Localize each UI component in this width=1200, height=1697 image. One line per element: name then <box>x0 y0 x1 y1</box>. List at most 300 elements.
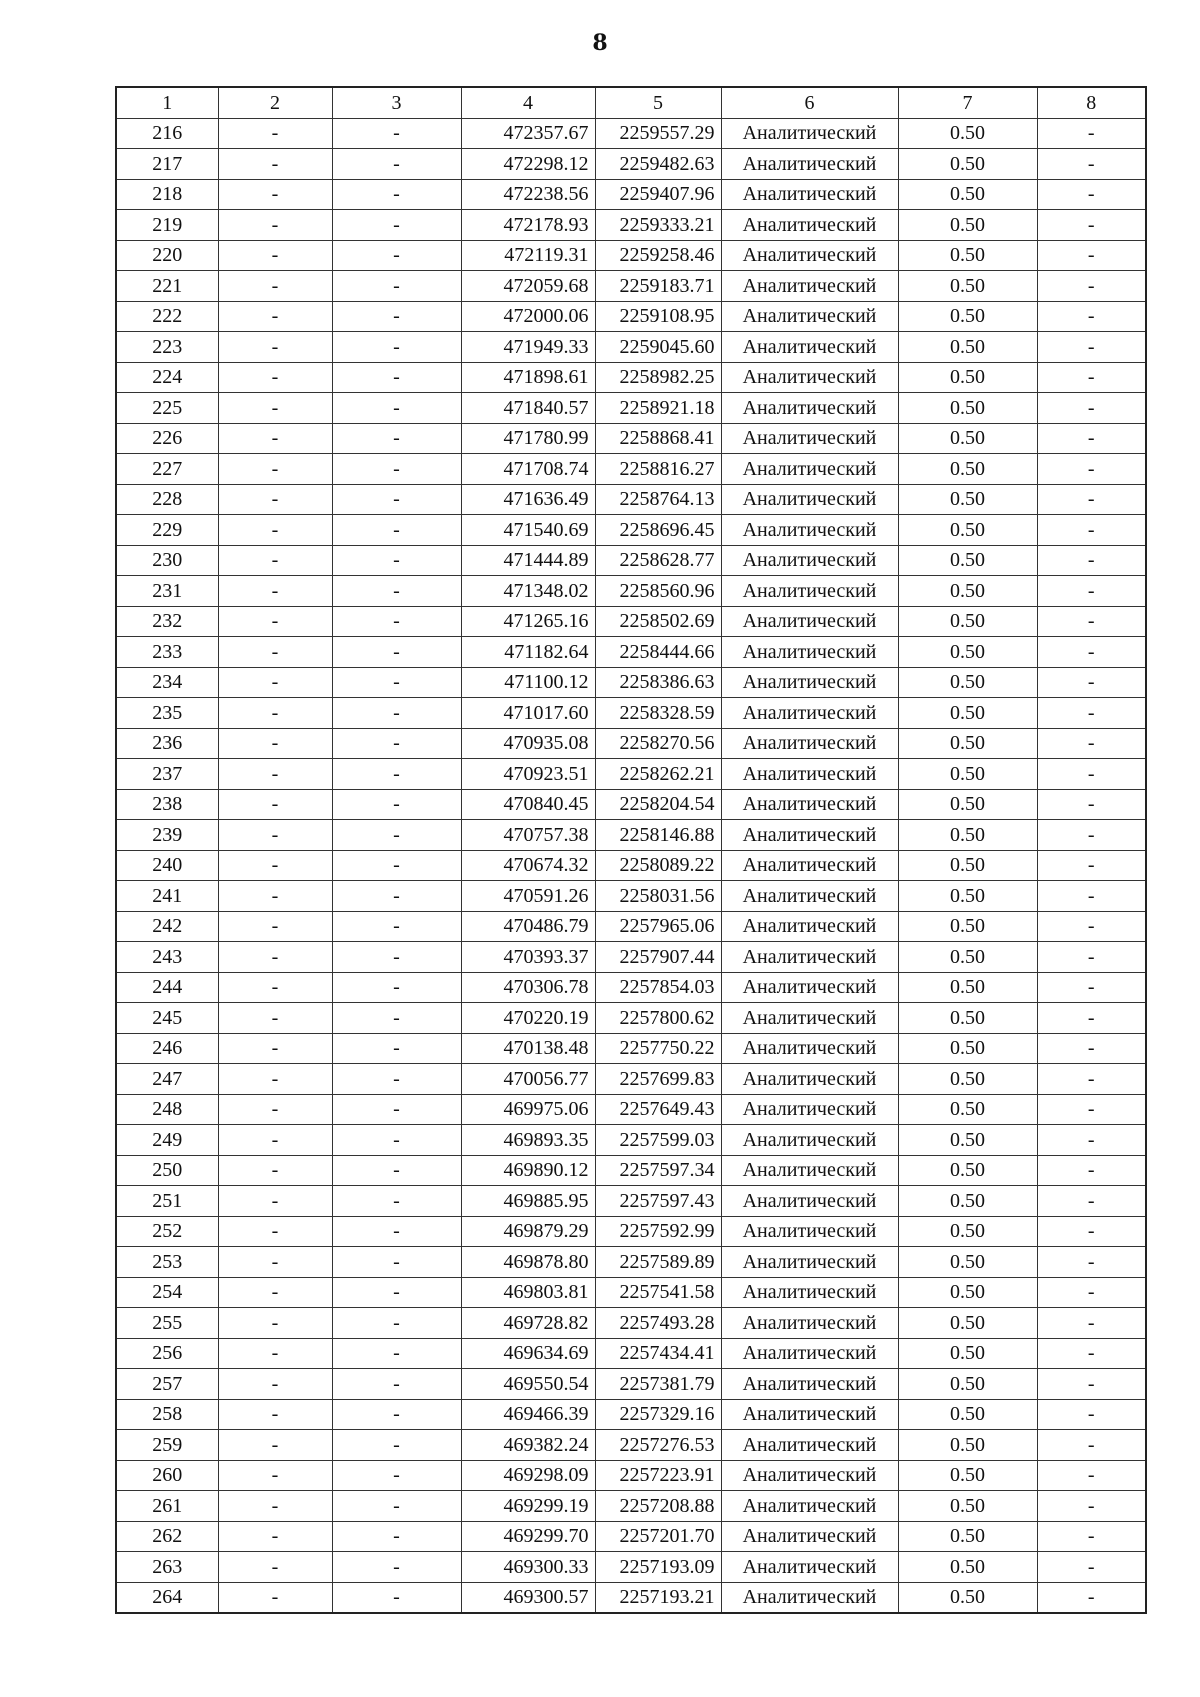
table-row <box>116 576 1146 607</box>
cell-col-3: - <box>332 545 461 576</box>
cell-coord-y: 2258386.63 <box>595 667 721 698</box>
cell-coord-x: 469634.69 <box>461 1338 595 1369</box>
cell-point-number: 232 <box>116 606 218 637</box>
cell-col-3: - <box>332 850 461 881</box>
cell-method: Аналитический <box>721 118 898 149</box>
cell-accuracy: 0.50 <box>898 972 1037 1003</box>
cell-col-8: - <box>1037 1125 1146 1156</box>
cell-method: Аналитический <box>721 149 898 180</box>
cell-col-3: - <box>332 1125 461 1156</box>
cell-col-3: - <box>332 149 461 180</box>
cell-accuracy: 0.50 <box>898 1552 1037 1583</box>
cell-col-3: - <box>332 1033 461 1064</box>
cell-coord-x: 471898.61 <box>461 362 595 393</box>
cell-coord-y: 2258262.21 <box>595 759 721 790</box>
cell-point-number: 242 <box>116 911 218 942</box>
cell-accuracy: 0.50 <box>898 362 1037 393</box>
table-row <box>116 484 1146 515</box>
cell-accuracy: 0.50 <box>898 942 1037 973</box>
cell-col-8: - <box>1037 1186 1146 1217</box>
cell-col-2: - <box>218 576 332 607</box>
cell-method: Аналитический <box>721 820 898 851</box>
cell-col-3: - <box>332 1521 461 1552</box>
table-row <box>116 149 1146 180</box>
table-row <box>116 911 1146 942</box>
cell-point-number: 238 <box>116 789 218 820</box>
cell-col-8: - <box>1037 942 1146 973</box>
cell-method: Аналитический <box>721 1216 898 1247</box>
cell-coord-y: 2259045.60 <box>595 332 721 363</box>
cell-point-number: 259 <box>116 1430 218 1461</box>
table-row <box>116 1460 1146 1491</box>
cell-method: Аналитический <box>721 454 898 485</box>
cell-col-2: - <box>218 1033 332 1064</box>
cell-col-8: - <box>1037 1552 1146 1583</box>
cell-coord-y: 2257434.41 <box>595 1338 721 1369</box>
column-header-7: 7 <box>898 87 1037 118</box>
cell-coord-x: 472238.56 <box>461 179 595 210</box>
cell-col-8: - <box>1037 1430 1146 1461</box>
cell-method: Аналитический <box>721 210 898 241</box>
cell-col-8: - <box>1037 881 1146 912</box>
cell-point-number: 235 <box>116 698 218 729</box>
cell-col-8: - <box>1037 850 1146 881</box>
cell-coord-y: 2259482.63 <box>595 149 721 180</box>
cell-accuracy: 0.50 <box>898 576 1037 607</box>
cell-col-2: - <box>218 484 332 515</box>
cell-method: Аналитический <box>721 698 898 729</box>
cell-col-2: - <box>218 149 332 180</box>
cell-col-2: - <box>218 1369 332 1400</box>
table-row <box>116 1216 1146 1247</box>
cell-coord-x: 469803.81 <box>461 1277 595 1308</box>
cell-col-2: - <box>218 1155 332 1186</box>
cell-coord-x: 472059.68 <box>461 271 595 302</box>
cell-coord-y: 2258921.18 <box>595 393 721 424</box>
cell-coord-y: 2258560.96 <box>595 576 721 607</box>
cell-coord-x: 469890.12 <box>461 1155 595 1186</box>
cell-col-2: - <box>218 179 332 210</box>
cell-point-number: 253 <box>116 1247 218 1278</box>
cell-point-number: 261 <box>116 1491 218 1522</box>
cell-coord-y: 2257592.99 <box>595 1216 721 1247</box>
table-row <box>116 362 1146 393</box>
cell-col-2: - <box>218 1308 332 1339</box>
cell-col-3: - <box>332 240 461 271</box>
cell-col-8: - <box>1037 1399 1146 1430</box>
cell-col-8: - <box>1037 1247 1146 1278</box>
cell-col-3: - <box>332 1216 461 1247</box>
cell-coord-x: 471265.16 <box>461 606 595 637</box>
cell-col-8: - <box>1037 820 1146 851</box>
cell-coord-y: 2258146.88 <box>595 820 721 851</box>
cell-point-number: 219 <box>116 210 218 241</box>
cell-coord-x: 469893.35 <box>461 1125 595 1156</box>
cell-coord-y: 2257907.44 <box>595 942 721 973</box>
cell-col-3: - <box>332 301 461 332</box>
cell-coord-x: 472357.67 <box>461 118 595 149</box>
cell-col-8: - <box>1037 1033 1146 1064</box>
cell-coord-y: 2257193.09 <box>595 1552 721 1583</box>
cell-coord-x: 469550.54 <box>461 1369 595 1400</box>
cell-accuracy: 0.50 <box>898 1064 1037 1095</box>
page-number: 8 <box>592 30 608 56</box>
cell-col-3: - <box>332 759 461 790</box>
cell-point-number: 234 <box>116 667 218 698</box>
table-row <box>116 637 1146 668</box>
table-row <box>116 1491 1146 1522</box>
cell-col-8: - <box>1037 454 1146 485</box>
cell-method: Аналитический <box>721 942 898 973</box>
cell-col-3: - <box>332 667 461 698</box>
table-row <box>116 1399 1146 1430</box>
cell-accuracy: 0.50 <box>898 423 1037 454</box>
cell-col-3: - <box>332 1399 461 1430</box>
cell-coord-x: 470393.37 <box>461 942 595 973</box>
cell-col-3: - <box>332 728 461 759</box>
cell-coord-x: 471017.60 <box>461 698 595 729</box>
cell-coord-y: 2257854.03 <box>595 972 721 1003</box>
cell-method: Аналитический <box>721 1155 898 1186</box>
cell-col-2: - <box>218 301 332 332</box>
table-row <box>116 972 1146 1003</box>
cell-method: Аналитический <box>721 911 898 942</box>
cell-coord-y: 2258982.25 <box>595 362 721 393</box>
cell-coord-x: 469299.19 <box>461 1491 595 1522</box>
cell-method: Аналитический <box>721 1033 898 1064</box>
table-row <box>116 698 1146 729</box>
cell-col-8: - <box>1037 1155 1146 1186</box>
cell-coord-y: 2257750.22 <box>595 1033 721 1064</box>
cell-method: Аналитический <box>721 637 898 668</box>
cell-accuracy: 0.50 <box>898 1247 1037 1278</box>
cell-method: Аналитический <box>721 1430 898 1461</box>
cell-point-number: 243 <box>116 942 218 973</box>
cell-coord-y: 2258816.27 <box>595 454 721 485</box>
cell-method: Аналитический <box>721 850 898 881</box>
table-row <box>116 1003 1146 1034</box>
cell-col-8: - <box>1037 576 1146 607</box>
cell-col-2: - <box>218 1582 332 1613</box>
cell-col-2: - <box>218 332 332 363</box>
cell-col-2: - <box>218 393 332 424</box>
table-row <box>116 515 1146 546</box>
cell-method: Аналитический <box>721 1399 898 1430</box>
cell-point-number: 250 <box>116 1155 218 1186</box>
cell-accuracy: 0.50 <box>898 637 1037 668</box>
cell-col-2: - <box>218 759 332 790</box>
cell-col-8: - <box>1037 1369 1146 1400</box>
cell-col-2: - <box>218 972 332 1003</box>
cell-point-number: 251 <box>116 1186 218 1217</box>
cell-col-2: - <box>218 240 332 271</box>
cell-col-2: - <box>218 1277 332 1308</box>
table-row <box>116 728 1146 759</box>
cell-method: Аналитический <box>721 1308 898 1339</box>
cell-coord-y: 2258764.13 <box>595 484 721 515</box>
table-row <box>116 942 1146 973</box>
cell-accuracy: 0.50 <box>898 271 1037 302</box>
cell-accuracy: 0.50 <box>898 1430 1037 1461</box>
cell-coord-x: 471780.99 <box>461 423 595 454</box>
cell-col-2: - <box>218 1186 332 1217</box>
cell-coord-y: 2257589.89 <box>595 1247 721 1278</box>
table-row <box>116 301 1146 332</box>
table-row <box>116 1277 1146 1308</box>
table-row <box>116 1033 1146 1064</box>
cell-method: Аналитический <box>721 515 898 546</box>
cell-point-number: 225 <box>116 393 218 424</box>
cell-coord-x: 471636.49 <box>461 484 595 515</box>
cell-coord-x: 470306.78 <box>461 972 595 1003</box>
cell-col-8: - <box>1037 301 1146 332</box>
cell-point-number: 239 <box>116 820 218 851</box>
cell-coord-x: 472298.12 <box>461 149 595 180</box>
cell-coord-x: 469299.70 <box>461 1521 595 1552</box>
cell-col-8: - <box>1037 118 1146 149</box>
cell-col-3: - <box>332 1064 461 1095</box>
cell-method: Аналитический <box>721 576 898 607</box>
cell-coord-y: 2257800.62 <box>595 1003 721 1034</box>
cell-col-3: - <box>332 454 461 485</box>
cell-point-number: 221 <box>116 271 218 302</box>
cell-col-2: - <box>218 1552 332 1583</box>
cell-point-number: 254 <box>116 1277 218 1308</box>
cell-col-2: - <box>218 271 332 302</box>
cell-coord-y: 2258031.56 <box>595 881 721 912</box>
table-body <box>116 118 1146 1613</box>
cell-coord-y: 2258444.66 <box>595 637 721 668</box>
cell-coord-x: 471444.89 <box>461 545 595 576</box>
cell-col-2: - <box>218 362 332 393</box>
cell-col-8: - <box>1037 362 1146 393</box>
table-row <box>116 1552 1146 1583</box>
cell-col-2: - <box>218 1125 332 1156</box>
cell-accuracy: 0.50 <box>898 667 1037 698</box>
cell-col-3: - <box>332 1491 461 1522</box>
cell-accuracy: 0.50 <box>898 1491 1037 1522</box>
cell-col-2: - <box>218 1216 332 1247</box>
cell-point-number: 258 <box>116 1399 218 1430</box>
cell-point-number: 217 <box>116 149 218 180</box>
cell-col-2: - <box>218 667 332 698</box>
cell-col-8: - <box>1037 1582 1146 1613</box>
cell-coord-x: 472119.31 <box>461 240 595 271</box>
cell-col-3: - <box>332 515 461 546</box>
cell-coord-x: 470591.26 <box>461 881 595 912</box>
cell-col-2: - <box>218 850 332 881</box>
cell-col-3: - <box>332 423 461 454</box>
header-row <box>116 87 1146 118</box>
table-row <box>116 179 1146 210</box>
cell-col-2: - <box>218 606 332 637</box>
table-row <box>116 240 1146 271</box>
cell-point-number: 264 <box>116 1582 218 1613</box>
cell-col-8: - <box>1037 332 1146 363</box>
table-row <box>116 1064 1146 1095</box>
cell-point-number: 223 <box>116 332 218 363</box>
cell-col-3: - <box>332 637 461 668</box>
table-row <box>116 210 1146 241</box>
cell-col-3: - <box>332 393 461 424</box>
cell-col-8: - <box>1037 1277 1146 1308</box>
cell-coord-x: 469728.82 <box>461 1308 595 1339</box>
cell-accuracy: 0.50 <box>898 1186 1037 1217</box>
cell-accuracy: 0.50 <box>898 1155 1037 1186</box>
cell-coord-y: 2257649.43 <box>595 1094 721 1125</box>
cell-point-number: 244 <box>116 972 218 1003</box>
cell-accuracy: 0.50 <box>898 728 1037 759</box>
cell-method: Аналитический <box>721 606 898 637</box>
cell-coord-y: 2257329.16 <box>595 1399 721 1430</box>
cell-method: Аналитический <box>721 881 898 912</box>
cell-col-8: - <box>1037 728 1146 759</box>
cell-method: Аналитический <box>721 1064 898 1095</box>
cell-method: Аналитический <box>721 1094 898 1125</box>
cell-col-2: - <box>218 881 332 912</box>
cell-coord-x: 469466.39 <box>461 1399 595 1430</box>
cell-coord-x: 469975.06 <box>461 1094 595 1125</box>
cell-col-3: - <box>332 1369 461 1400</box>
cell-accuracy: 0.50 <box>898 1033 1037 1064</box>
cell-col-2: - <box>218 698 332 729</box>
cell-coord-y: 2257193.21 <box>595 1582 721 1613</box>
cell-point-number: 218 <box>116 179 218 210</box>
cell-col-3: - <box>332 362 461 393</box>
cell-col-8: - <box>1037 271 1146 302</box>
cell-point-number: 245 <box>116 1003 218 1034</box>
column-header-1: 1 <box>116 87 218 118</box>
table-row <box>116 332 1146 363</box>
cell-col-2: - <box>218 1003 332 1034</box>
cell-col-8: - <box>1037 1308 1146 1339</box>
cell-col-3: - <box>332 789 461 820</box>
table-row <box>116 1521 1146 1552</box>
cell-method: Аналитический <box>721 1186 898 1217</box>
table-row <box>116 1338 1146 1369</box>
cell-method: Аналитический <box>721 1491 898 1522</box>
cell-coord-x: 470923.51 <box>461 759 595 790</box>
cell-method: Аналитический <box>721 1582 898 1613</box>
cell-col-3: - <box>332 1582 461 1613</box>
column-header-4: 4 <box>461 87 595 118</box>
cell-point-number: 230 <box>116 545 218 576</box>
cell-col-8: - <box>1037 1003 1146 1034</box>
cell-col-8: - <box>1037 179 1146 210</box>
cell-method: Аналитический <box>721 728 898 759</box>
cell-coord-y: 2258089.22 <box>595 850 721 881</box>
cell-point-number: 226 <box>116 423 218 454</box>
cell-point-number: 257 <box>116 1369 218 1400</box>
cell-col-8: - <box>1037 789 1146 820</box>
cell-coord-x: 471182.64 <box>461 637 595 668</box>
cell-col-8: - <box>1037 911 1146 942</box>
table-row <box>116 118 1146 149</box>
cell-col-3: - <box>332 820 461 851</box>
column-header-6: 6 <box>721 87 898 118</box>
cell-accuracy: 0.50 <box>898 515 1037 546</box>
table-row <box>116 545 1146 576</box>
cell-col-8: - <box>1037 423 1146 454</box>
cell-col-3: - <box>332 576 461 607</box>
cell-col-3: - <box>332 881 461 912</box>
cell-point-number: 263 <box>116 1552 218 1583</box>
cell-point-number: 233 <box>116 637 218 668</box>
cell-col-2: - <box>218 1460 332 1491</box>
cell-coord-y: 2257597.34 <box>595 1155 721 1186</box>
cell-coord-x: 472000.06 <box>461 301 595 332</box>
cell-accuracy: 0.50 <box>898 881 1037 912</box>
cell-accuracy: 0.50 <box>898 240 1037 271</box>
cell-col-3: - <box>332 1308 461 1339</box>
cell-col-3: - <box>332 942 461 973</box>
cell-accuracy: 0.50 <box>898 850 1037 881</box>
cell-accuracy: 0.50 <box>898 820 1037 851</box>
cell-method: Аналитический <box>721 1277 898 1308</box>
cell-coord-y: 2258502.69 <box>595 606 721 637</box>
cell-coord-x: 470840.45 <box>461 789 595 820</box>
cell-point-number: 260 <box>116 1460 218 1491</box>
cell-col-3: - <box>332 1247 461 1278</box>
cell-coord-x: 469885.95 <box>461 1186 595 1217</box>
cell-method: Аналитический <box>721 1338 898 1369</box>
cell-point-number: 248 <box>116 1094 218 1125</box>
table-row <box>116 1186 1146 1217</box>
cell-col-3: - <box>332 484 461 515</box>
cell-coord-x: 471348.02 <box>461 576 595 607</box>
cell-col-3: - <box>332 1094 461 1125</box>
cell-accuracy: 0.50 <box>898 1125 1037 1156</box>
table-row <box>116 1247 1146 1278</box>
cell-coord-y: 2259557.29 <box>595 118 721 149</box>
cell-method: Аналитический <box>721 301 898 332</box>
cell-col-3: - <box>332 1430 461 1461</box>
cell-col-2: - <box>218 545 332 576</box>
cell-coord-y: 2257381.79 <box>595 1369 721 1400</box>
cell-accuracy: 0.50 <box>898 210 1037 241</box>
cell-coord-y: 2257201.70 <box>595 1521 721 1552</box>
table-row <box>116 1094 1146 1125</box>
cell-coord-x: 471100.12 <box>461 667 595 698</box>
table-row <box>116 1155 1146 1186</box>
cell-col-8: - <box>1037 759 1146 790</box>
table-row <box>116 667 1146 698</box>
cell-coord-y: 2258868.41 <box>595 423 721 454</box>
table-row <box>116 606 1146 637</box>
cell-coord-y: 2257208.88 <box>595 1491 721 1522</box>
cell-accuracy: 0.50 <box>898 454 1037 485</box>
cell-coord-y: 2258270.56 <box>595 728 721 759</box>
cell-accuracy: 0.50 <box>898 1308 1037 1339</box>
table-row <box>116 759 1146 790</box>
cell-method: Аналитический <box>721 484 898 515</box>
cell-col-2: - <box>218 1247 332 1278</box>
cell-coord-y: 2258204.54 <box>595 789 721 820</box>
cell-accuracy: 0.50 <box>898 545 1037 576</box>
cell-coord-x: 470138.48 <box>461 1033 595 1064</box>
cell-col-2: - <box>218 1399 332 1430</box>
cell-method: Аналитический <box>721 1552 898 1583</box>
cell-coord-x: 470220.19 <box>461 1003 595 1034</box>
cell-point-number: 241 <box>116 881 218 912</box>
table-row <box>116 1308 1146 1339</box>
cell-coord-y: 2257541.58 <box>595 1277 721 1308</box>
cell-method: Аналитический <box>721 179 898 210</box>
cell-accuracy: 0.50 <box>898 1003 1037 1034</box>
cell-method: Аналитический <box>721 1247 898 1278</box>
cell-point-number: 216 <box>116 118 218 149</box>
cell-col-2: - <box>218 454 332 485</box>
